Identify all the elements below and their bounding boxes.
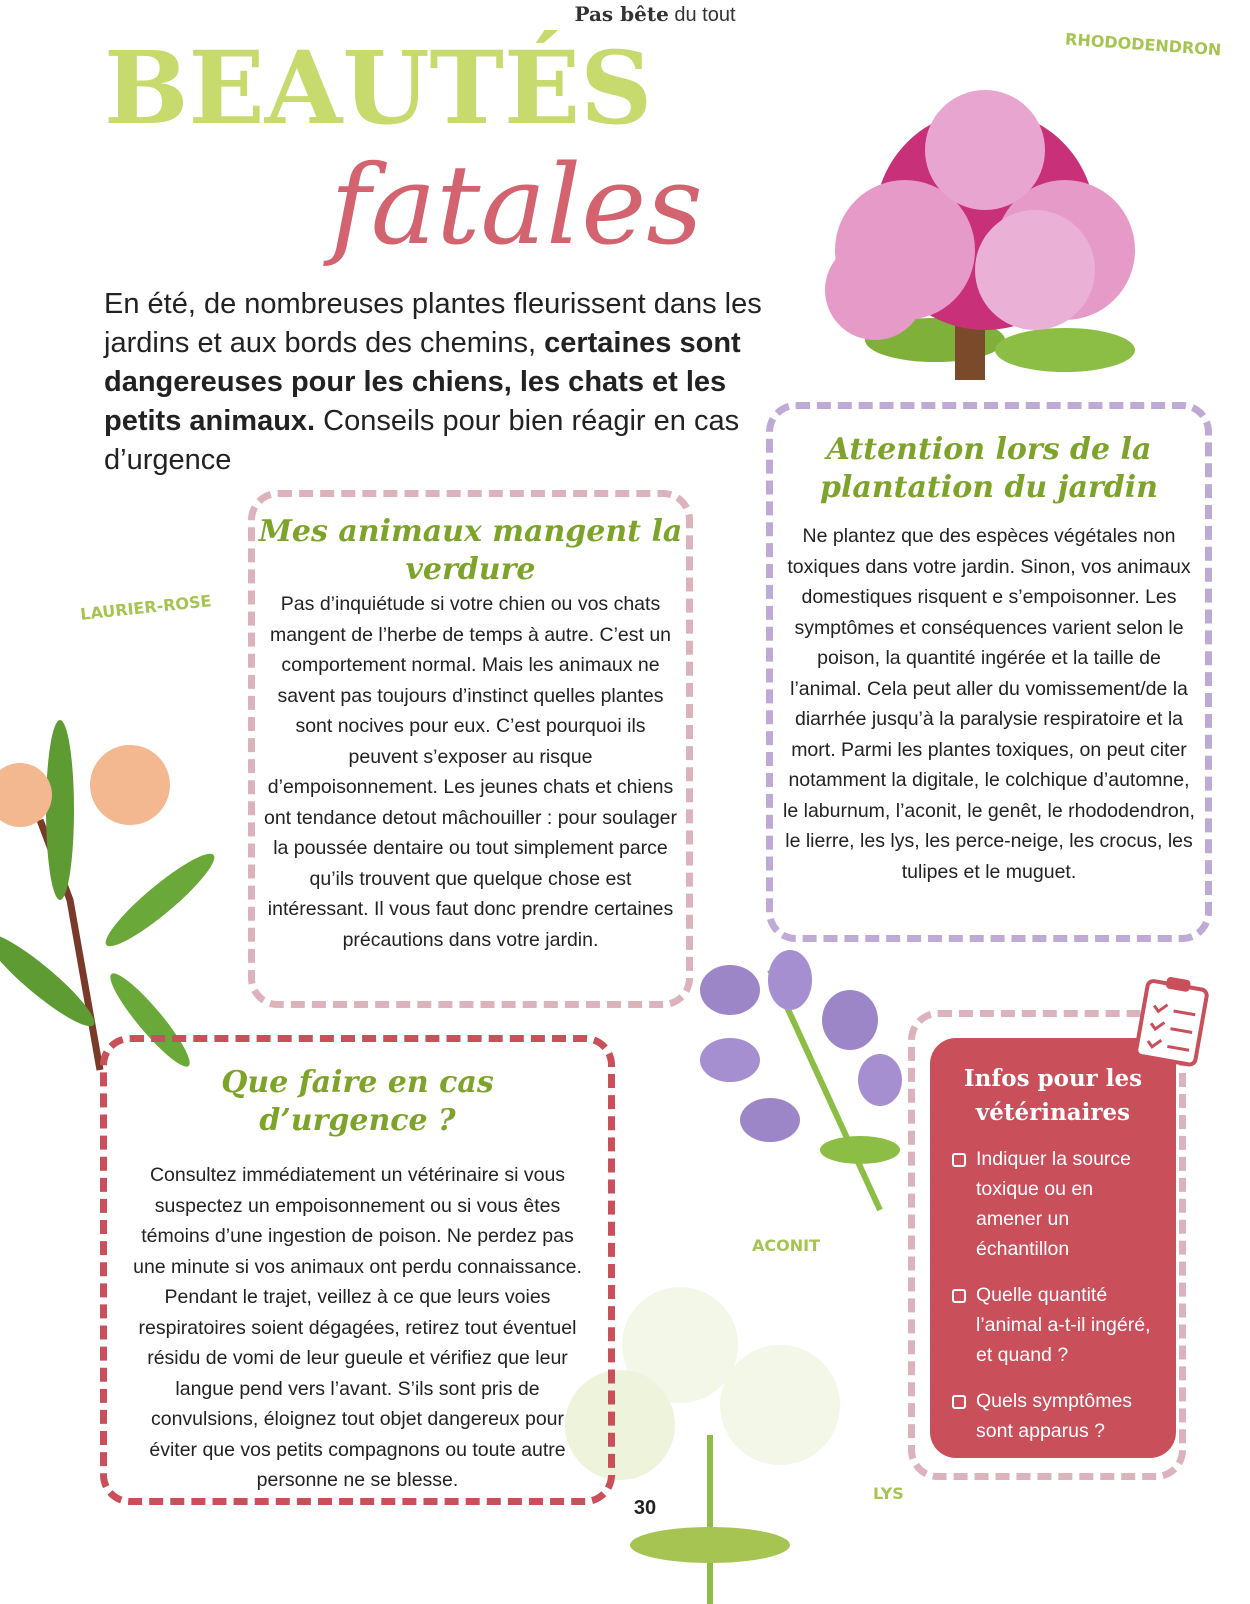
box-plantation — [766, 402, 1212, 942]
page-number: 30 — [633, 1497, 657, 1519]
clipboard-icon — [1131, 970, 1216, 1071]
box-verdure-text: Pas d’inquiétude si votre chien ou vos chats mangent de l’herbe de temps à autre. C’est un comportement normal. Mais les animaux ne savent pas toujours d’instinct quelles plantes sont nocives pour eux. C’est pourquoi ils peuvent s’exposer au risque d’empoisonnement. Les jeunes chats et chiens ont tendance detout mâchouiller : pour soulager la poussée dentaire ou tout simplement parce qu’ils trouvent que quelque chose est intéressant. Il vous faut donc prendre certaines précautions dans votre jardin. — [263, 593, 678, 951]
laurier-rose-illustration — [0, 700, 220, 1080]
vet-title: Infos pour les vétérinaires — [963, 1065, 1143, 1126]
box-urgence — [100, 1035, 615, 1505]
label-aconit: ACONIT — [752, 1236, 820, 1255]
checkbox-icon — [952, 1395, 966, 1409]
box-verdure-title: Mes animaux mangent la verdure — [258, 514, 683, 587]
label-lys: LYS — [873, 1484, 904, 1503]
title-beautes: BEAUTÉS — [104, 29, 653, 147]
box-plantation-text: Ne plantez que des espèces végétales non toxiques dans votre jardin. Sinon, vos animaux domestiques risquent e s’empoisonner. Les symptômes et conséquences varient selon le poison, la quantité ingérée et la taille de l’animal. Cela peut aller du vomissement/de la diarrhée jusqu’à la paralysie respiratoire et la mort. Parmi les plantes toxiques, on peut citer notamment la digitale, le colchique d’automne, le laburnum, l’aconit, le genêt, le rhododendron, le lierre, les lys, les perce-neige, les crocus, les tulipes et le muguet. — [783, 525, 1195, 883]
vet-info-box — [930, 1038, 1176, 1458]
checkbox-icon — [952, 1289, 966, 1303]
box-verdure — [248, 490, 693, 1008]
title-fatales: fatales — [330, 141, 703, 269]
box-plantation-title: Attention lors de la plantation du jardin — [820, 432, 1158, 505]
label-rhododendron: RHODODENDRON — [1064, 29, 1222, 60]
vet-item: Quels symptômes sont apparus ? — [952, 1386, 1154, 1446]
vet-item: Indiquer la source toxique ou en amener un échantillon — [952, 1144, 1154, 1264]
running-header: Pas bête du tout — [574, 2, 736, 26]
intro-paragraph: En été, de nombreuses plantes fleurissent dans les jardins et aux bords des chemins, certaines sont dangereuses pour les chiens, les chats et les petits animaux. Conseils pour bien réagir en cas d’urgence — [104, 288, 762, 476]
aconit-illustration — [690, 950, 920, 1230]
rhododendron-illustration — [815, 80, 1165, 400]
checkbox-icon — [952, 1153, 966, 1167]
vet-item: Quelle quantité l’animal a-t-il ingéré, et quand ? — [952, 1280, 1154, 1370]
label-laurier-rose: LAURIER-ROSE — [79, 591, 213, 624]
box-urgence-title: Que faire en cas d’urgence ? — [221, 1065, 494, 1138]
box-urgence-text: Consultez immédiatement un vétérinaire si vous suspectez un empoisonnement ou si vous êtes témoins d’une ingestion de poison. Ne perdez pas une minute si vos animaux ont perdu connaissance. Pendant le trajet, veillez à ce que leurs voies respiratoires soient dégagées, retirez tout éventuel résidu de vomi de leur gueule et vérifiez que leur langue pend vers l’avant. S’ils sont pris de convulsions, éloignez tout objet dangereux pour éviter que vos petits compagnons ou toute autre personne ne se blesse. — [133, 1164, 582, 1491]
